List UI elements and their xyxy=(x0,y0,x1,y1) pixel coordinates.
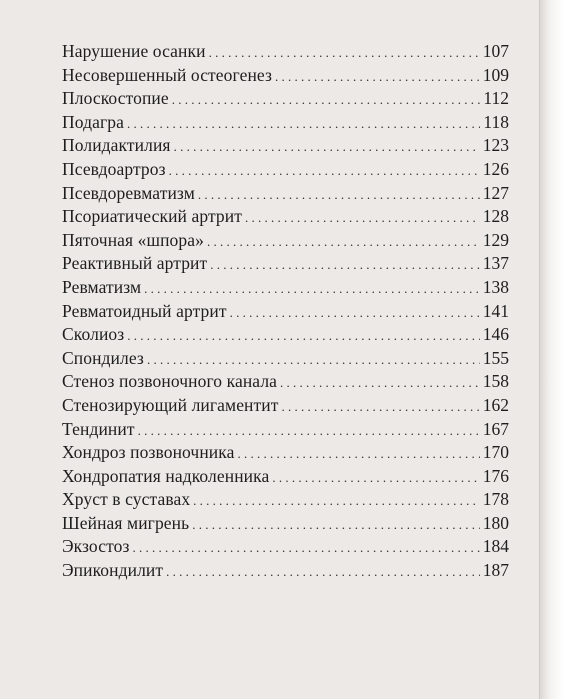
dot-leader xyxy=(192,513,480,537)
toc-entry xyxy=(62,441,509,465)
toc-entry-page: 155 xyxy=(482,347,509,368)
toc-entry xyxy=(62,205,509,229)
dot-leader xyxy=(147,348,480,372)
dot-leader xyxy=(209,41,480,65)
dot-leader xyxy=(144,277,480,301)
toc-entry-page: 184 xyxy=(482,536,509,557)
toc-entry-title: Стенозирующий лигаментит xyxy=(62,394,279,415)
toc-entry-title: Подагра xyxy=(62,111,124,132)
toc-entry xyxy=(62,370,509,394)
dot-leader xyxy=(166,560,480,584)
toc-entry xyxy=(62,465,509,489)
toc-entry-page: 180 xyxy=(482,512,509,533)
dot-leader xyxy=(272,466,479,490)
toc-entry xyxy=(62,252,509,276)
toc-entry xyxy=(62,323,509,347)
dot-leader xyxy=(210,253,479,277)
toc-entry-page: 138 xyxy=(482,276,509,297)
toc-entry-page: 129 xyxy=(482,229,509,250)
toc-entry-page: 118 xyxy=(483,111,509,132)
toc-entry xyxy=(62,394,509,418)
toc-entry xyxy=(62,559,509,583)
toc-entry-title: Псевдоревматизм xyxy=(62,182,195,203)
toc-entry-page: 112 xyxy=(483,88,509,109)
toc-entry-title: Ревматоидный артрит xyxy=(62,300,227,321)
dot-leader xyxy=(280,371,480,395)
toc-entry xyxy=(62,158,509,182)
dot-leader xyxy=(230,301,480,325)
toc-entry-title: Псевдоартроз xyxy=(62,158,166,179)
dot-leader xyxy=(138,419,480,443)
toc-entry xyxy=(62,347,509,371)
toc-entry-page: 123 xyxy=(482,135,509,156)
toc-entry-page: 146 xyxy=(482,324,509,345)
toc-entry-page: 141 xyxy=(482,300,509,321)
toc-entry xyxy=(62,535,509,559)
dot-leader xyxy=(169,159,480,183)
toc-entry-title: Псориатический артрит xyxy=(62,206,242,227)
toc-entry-page: 107 xyxy=(482,41,509,61)
toc-entry-title: Шейная мигрень xyxy=(62,512,190,533)
toc-entry-page: 162 xyxy=(482,394,509,415)
page-edge xyxy=(539,0,564,699)
toc-entry xyxy=(62,111,509,135)
table-of-contents xyxy=(62,40,509,583)
toc-entry-title: Тендинит xyxy=(62,418,135,439)
dot-leader xyxy=(174,135,480,159)
toc-entry-title: Хондроз позвоночника xyxy=(62,442,235,463)
toc-entry-page: 126 xyxy=(482,158,509,179)
toc-entry xyxy=(62,276,509,300)
toc-entry-title: Пяточная «шпора» xyxy=(62,229,204,250)
toc-entry-page: 127 xyxy=(482,182,509,203)
dot-leader xyxy=(237,442,479,466)
dot-leader xyxy=(127,112,480,136)
toc-entry-page: 109 xyxy=(482,64,509,85)
toc-entry-title: Сколиоз xyxy=(62,324,125,345)
toc-entry xyxy=(62,512,509,536)
toc-entry-title: Эпикондилит xyxy=(62,560,164,581)
toc-entry xyxy=(62,64,509,88)
toc-entry-page: 178 xyxy=(482,489,509,510)
dot-leader xyxy=(132,536,479,560)
toc-entry-title: Реактивный артрит xyxy=(62,253,208,274)
toc-entry xyxy=(62,300,509,324)
toc-entry-title: Ревматизм xyxy=(62,276,142,297)
toc-entry-title: Спондилез xyxy=(62,347,144,368)
toc-entry-title: Хондропатия надколенника xyxy=(62,465,270,486)
dot-leader xyxy=(198,183,480,207)
toc-entry-page: 187 xyxy=(482,560,509,581)
dot-leader xyxy=(275,65,480,89)
toc-entry-page: 167 xyxy=(482,418,509,439)
toc-entry xyxy=(62,229,509,253)
toc-entry-page: 170 xyxy=(482,442,509,463)
toc-entry-title: Несовершенный остеогенез xyxy=(62,64,272,85)
toc-entry xyxy=(62,40,509,64)
toc-entry-page: 128 xyxy=(482,206,509,227)
dot-leader xyxy=(127,324,479,348)
toc-entry-title: Экзостоз xyxy=(62,536,130,557)
toc-entry-page: 176 xyxy=(482,465,509,486)
toc-entry-title: Хруст в суставах xyxy=(62,489,191,510)
toc-entry xyxy=(62,488,509,512)
toc-entry-page: 137 xyxy=(482,253,509,274)
dot-leader xyxy=(281,395,479,419)
toc-entry xyxy=(62,87,509,111)
toc-entry-page: 158 xyxy=(482,371,509,392)
dot-leader xyxy=(172,88,480,112)
toc-entry xyxy=(62,134,509,158)
toc-entry xyxy=(62,182,509,206)
toc-entry-title: Плоскостопие xyxy=(62,88,169,109)
dot-leader xyxy=(245,206,480,230)
toc-entry xyxy=(62,418,509,442)
toc-entry-title: Стеноз позвоночного канала xyxy=(62,371,278,392)
toc-entry-title: Полидактилия xyxy=(62,135,171,156)
dot-leader xyxy=(193,489,480,513)
toc-entry-title: Нарушение осанки xyxy=(62,41,206,61)
dot-leader xyxy=(207,230,480,254)
